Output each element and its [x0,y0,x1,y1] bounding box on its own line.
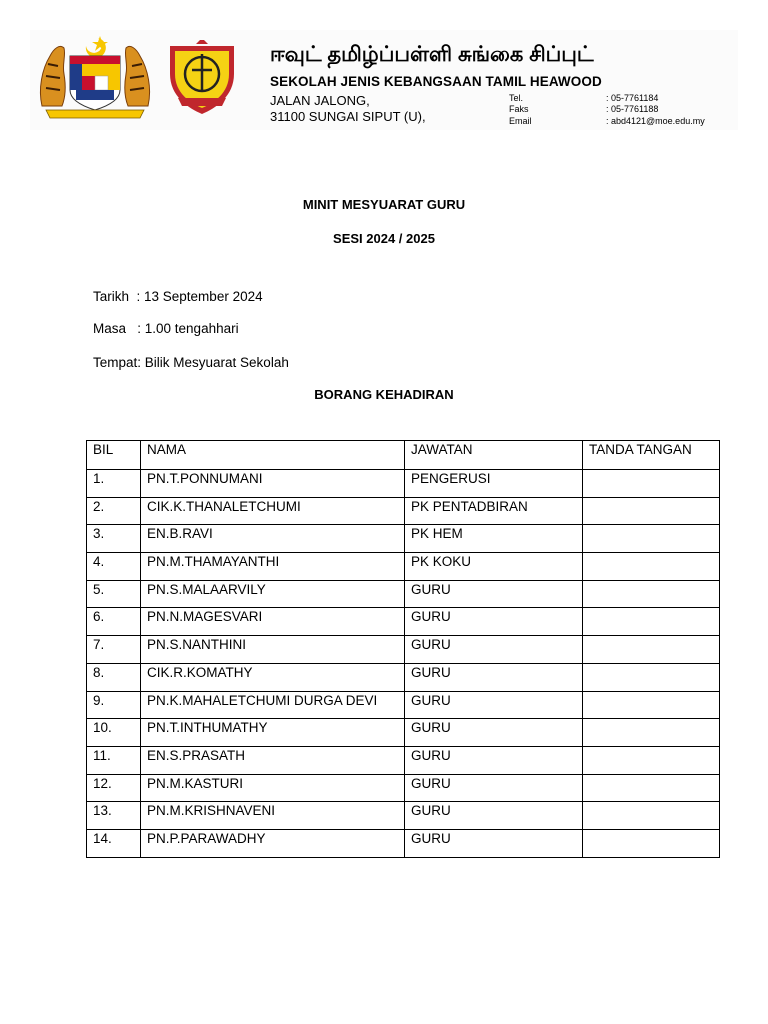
position-cell: GURU [405,663,583,691]
column-header-jawatan: JAWATAN [405,441,583,470]
session-title: SESI 2024 / 2025 [333,231,435,246]
table-row [87,802,720,830]
table-row [87,525,720,553]
position-cell: GURU [405,802,583,830]
row-number-cell: 12. [87,774,141,802]
attendance-form-title: BORANG KEHADIRAN [314,387,454,402]
position-cell: GURU [405,829,583,857]
signature-cell [583,497,720,525]
name-cell: CIK.R.KOMATHY [141,663,405,691]
address-line-2: 31100 SUNGAI SIPUT (U), [270,109,426,124]
signature-cell [583,470,720,498]
contact-value-email: : abd4121@moe.edu.my [606,116,705,126]
contact-label-tel: Tel. [509,93,524,103]
table-row [87,580,720,608]
table-row [87,553,720,581]
position-cell: GURU [405,719,583,747]
meeting-date: Tarikh : 13 September 2024 [93,289,263,304]
school-name: SEKOLAH JENIS KEBANGSAAN TAMIL HEAWOOD [270,74,602,89]
name-cell: PN.N.MAGESVARI [141,608,405,636]
position-cell: PK KOKU [405,553,583,581]
table-row [87,691,720,719]
row-number-cell: 3. [87,525,141,553]
position-cell: GURU [405,636,583,664]
column-header-nama: NAMA [141,441,405,470]
name-cell: EN.S.PRASATH [141,746,405,774]
row-number-cell: 14. [87,829,141,857]
position-cell: GURU [405,774,583,802]
row-number-cell: 13. [87,802,141,830]
position-cell: GURU [405,608,583,636]
contact-value-fax: : 05-7761188 [606,104,659,114]
table-row [87,774,720,802]
name-cell: PN.S.NANTHINI [141,636,405,664]
table-row [87,663,720,691]
table-row [87,636,720,664]
row-number-cell: 5. [87,580,141,608]
table-row [87,608,720,636]
table-row [87,497,720,525]
position-cell: PK HEM [405,525,583,553]
signature-cell [583,691,720,719]
meeting-place: Tempat: Bilik Mesyuarat Sekolah [93,355,289,370]
position-cell: GURU [405,580,583,608]
signature-cell [583,663,720,691]
name-cell: CIK.K.THANALETCHUMI [141,497,405,525]
name-cell: PN.M.KRISHNAVENI [141,802,405,830]
signature-cell [583,774,720,802]
column-header-tanda-tangan: TANDA TANGAN [583,441,720,470]
contact-label-email: Email [509,116,532,126]
document-title: MINIT MESYUARAT GURU [302,197,466,212]
row-number-cell: 10. [87,719,141,747]
attendance-table [86,440,720,858]
name-cell: PN.M.THAMAYANTHI [141,553,405,581]
signature-cell [583,829,720,857]
row-number-cell: 2. [87,497,141,525]
name-cell: PN.T.PONNUMANI [141,470,405,498]
signature-cell [583,525,720,553]
signature-cell [583,636,720,664]
contact-label-fax: Faks [509,104,529,114]
name-cell: PN.P.PARAWADHY [141,829,405,857]
name-cell: PN.M.KASTURI [141,774,405,802]
signature-cell [583,553,720,581]
table-row [87,829,720,857]
table-row [87,746,720,774]
address-line-1: JALAN JALONG, [270,93,370,108]
name-cell: PN.K.MAHALETCHUMI DURGA DEVI [141,691,405,719]
attendance-table-body [87,470,720,858]
table-row [87,719,720,747]
school-badge-icon [164,40,240,116]
position-cell: PENGERUSI [405,470,583,498]
school-name-tamil: ஈவுட் தமிழ்ப்பள்ளி சுங்கை சிப்புட் [270,43,594,66]
position-cell: GURU [405,746,583,774]
row-number-cell: 8. [87,663,141,691]
signature-cell [583,608,720,636]
name-cell: PN.T.INTHUMATHY [141,719,405,747]
row-number-cell: 6. [87,608,141,636]
name-cell: EN.B.RAVI [141,525,405,553]
column-header-bil: BIL [87,441,141,470]
table-row [87,470,720,498]
row-number-cell: 7. [87,636,141,664]
signature-cell [583,719,720,747]
name-cell: PN.S.MALAARVILY [141,580,405,608]
signature-cell [583,802,720,830]
signature-cell [583,580,720,608]
meeting-time: Masa : 1.00 tengahhari [93,321,239,336]
row-number-cell: 4. [87,553,141,581]
row-number-cell: 1. [87,470,141,498]
table-header-row [87,441,720,470]
malaysia-coat-of-arms-icon [36,34,154,120]
position-cell: GURU [405,691,583,719]
signature-cell [583,746,720,774]
contact-value-tel: : 05-7761184 [606,93,659,103]
position-cell: PK PENTADBIRAN [405,497,583,525]
row-number-cell: 9. [87,691,141,719]
row-number-cell: 11. [87,746,141,774]
